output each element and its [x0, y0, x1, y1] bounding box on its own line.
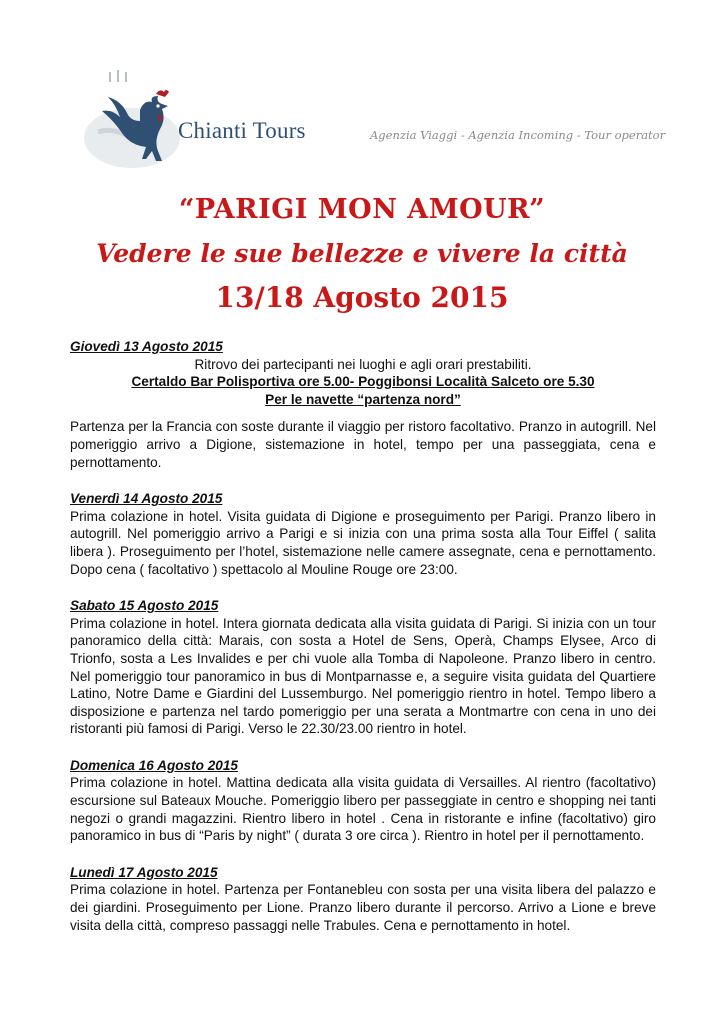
day-title: Venerdì 14 Agosto 2015 — [70, 491, 223, 507]
day-section — [70, 864, 656, 934]
shuttle-note: Per le navette “partenza nord” — [265, 391, 461, 407]
departure-points: Certaldo Bar Polisportiva ore 5.00- Poggibonsi Località Salceto ore 5.30 — [131, 374, 595, 390]
brand-name: Chianti Tours — [178, 118, 306, 143]
day-text: Prima colazione in hotel. Visita guidata di Digione e proseguimento per Parigi. Pranzo libero in autogrill. Nel pomeriggio arrivo a Parigi e si inizia con una prima sosta alla Tour Eiffel ( salita libera ). Proseguimento per l’hotel, sistemazione nelle camere assegnate, cena e pernottamento. Dopo cena ( facoltativo ) spettacolo al Mouline Rouge ore 23:00. — [70, 508, 656, 577]
day-title: Giovedì 13 Agosto 2015 — [70, 339, 223, 354]
day-title: Domenica 16 Agosto 2015 — [70, 757, 238, 773]
meeting-note: Ritrovo dei partecipanti nei luoghi e agli orari prestabiliti. — [194, 356, 532, 372]
day-text: Prima colazione in hotel. Mattina dedicata alla visita guidata di Versailles. Al rientro (facoltativo) escursione sul Bateaux Mouche. Pomeriggio libero per passeggiate in centro e shopping nei tanti negozi o grandi magazzini. Rientro libero in hotel . Cena in ristorante e infine (facoltativo) giro panoramico in bus di “Paris by night” ( durata 3 ore circa ). Rientro in hotel per il pernottamento. — [70, 775, 656, 844]
title-main: “PARIGI MON AMOUR” — [178, 194, 546, 225]
day-section — [70, 338, 656, 471]
day-text: Prima colazione in hotel. Intera giornata dedicata alla visita guidata di Parigi. Si inizia con un tour panoramico della città: Marais, con sosta a Hotel de Sens, Operà, Champs Elysee, Arco di Trionfo, sosta a Les Invalides e per chi vuole alla Tomba di Napoleone. Pranzo libero in centro. Nel pomeriggio tour panoramico in bus di Montparnasse e, a seguire visita guidata del Quartiere Latino, Notre Dame e Giardini del Lussemburgo. Nel pomeriggio rientro in hotel. Tempo libero a disposizione e partenza nel tardo pomeriggio per una serata a Montmartre con cena in uno dei ristoranti più famosi di Parigi. Verso le 22.30/23.00 rientro in hotel. — [70, 615, 656, 737]
day-section — [70, 597, 656, 738]
tagline: Agenzia Viaggi - Agenzia Incoming - Tour operator — [370, 128, 666, 142]
day-section — [70, 757, 656, 845]
title-subtitle: Vedere le sue bellezze e vivere la città — [96, 239, 628, 268]
day-text: Partenza per la Francia con soste durante il viaggio per ristoro facoltativo. Pranzo in autogrill. Nel pomeriggio arrivo a Digione, sistemazione in hotel, tempo per una passeggiata, cena e pernottamento. — [70, 419, 656, 470]
day-title: Sabato 15 Agosto 2015 — [70, 598, 219, 614]
day-title: Lunedì 17 Agosto 2015 — [70, 864, 218, 880]
day-section — [70, 490, 656, 578]
title-block — [0, 188, 724, 320]
itinerary — [70, 338, 656, 953]
day-text: Prima colazione in hotel. Partenza per Fontanebleu con sosta per una visita libera del palazzo e dei giardini. Proseguimento per Lione. Pranzo libero durante il percorso. Arrivo a Lione e breve visita della città, compreso passaggi nelle Trabules. Cena e pernottamento in hotel. — [70, 882, 656, 933]
title-dates: 13/18 Agosto 2015 — [215, 281, 509, 314]
letterhead — [80, 70, 680, 180]
